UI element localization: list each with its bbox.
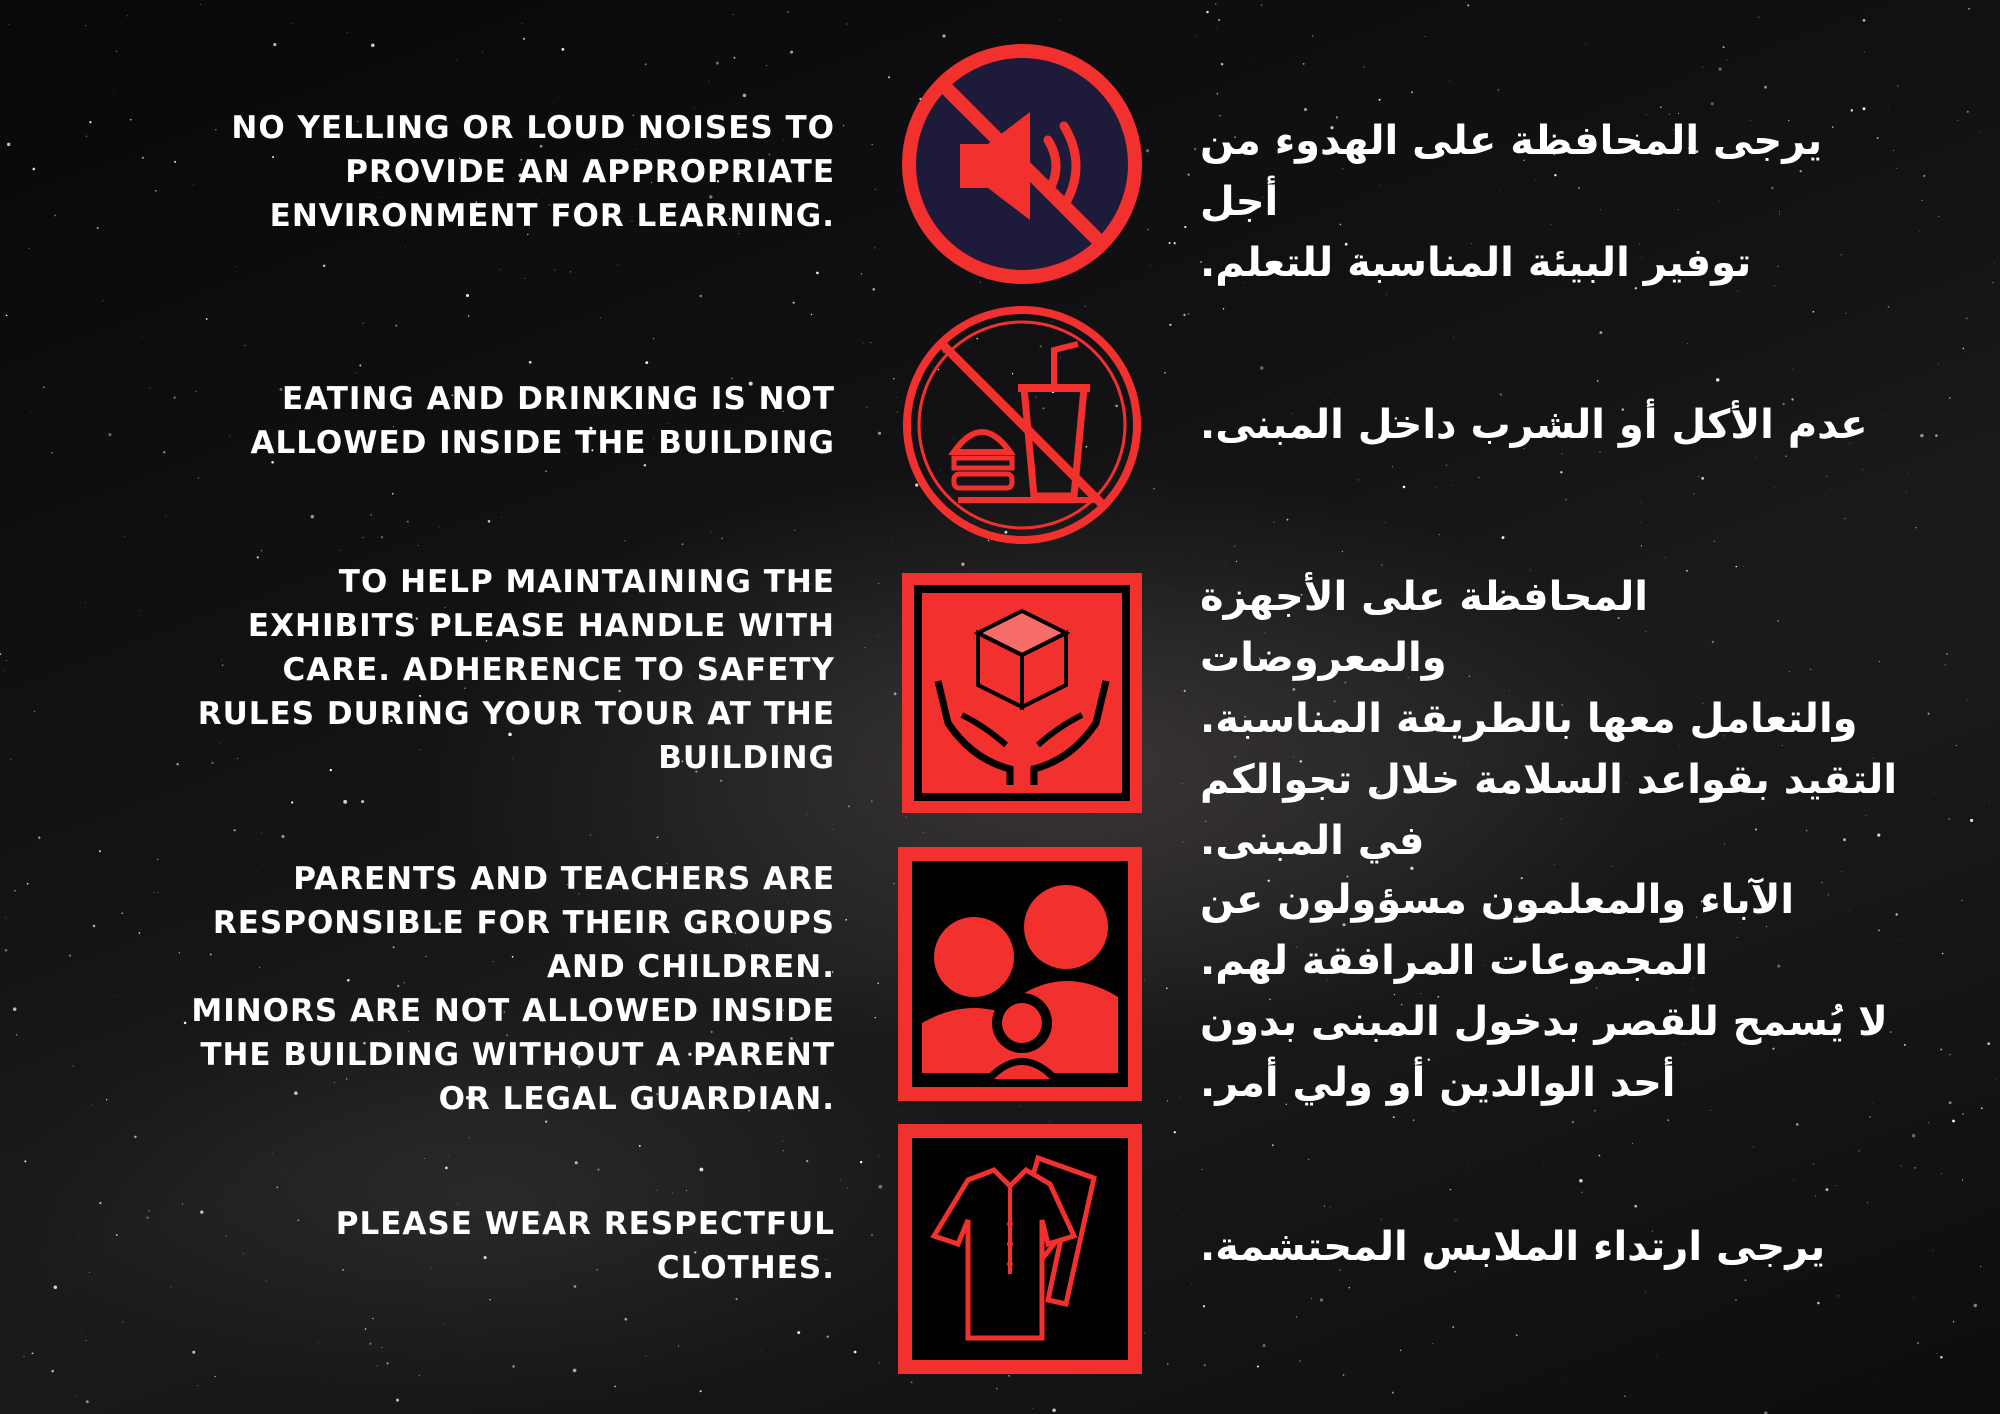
no-food-drink-icon xyxy=(898,300,1146,550)
rule-noise-english: NO YELLING OR LOUD NOISES TO PROVIDE AN APPROPRIATE ENVIRONMENT FOR LEARNING. xyxy=(231,110,835,234)
no-loud-noise-icon xyxy=(898,40,1146,288)
rule-clothes-arabic: يرجى ارتداء الملابس المحتشمة. xyxy=(1200,1224,1826,1270)
rule-groups-english: PARENTS AND TEACHERS ARE RESPONSIBLE FOR THEIR GROUPS AND CHILDREN. MINORS ARE NOT ALLOWED INSIDE THE BUILDING WITHOUT A PARENT OR LEGAL GUARDIAN. xyxy=(191,861,835,1117)
rule-food-arabic: عدم الأكل أو الشرب داخل المبنى. xyxy=(1200,402,1868,448)
rule-clothes-english: PLEASE WEAR RESPECTFUL CLOTHES. xyxy=(335,1206,835,1286)
family-group-icon xyxy=(898,847,1142,1101)
respectful-clothes-icon xyxy=(898,1124,1142,1374)
rule-food-english: EATING AND DRINKING IS NOT ALLOWED INSIDE THE BUILDING xyxy=(250,381,835,461)
rule-exhibits-arabic: المحافظة على الأجهزة والمعروضات والتعامل معها بالطريقة المناسبة. التقيد بقواعد السلامة خلال تجوالكم في المبنى. xyxy=(1200,574,1898,864)
rule-noise-arabic: يرجى المحافظة على الهدوء من أجل توفير البيئة المناسبة للتعلم. xyxy=(1200,118,1823,286)
handle-with-care-icon xyxy=(902,573,1142,813)
rule-exhibits-english: TO HELP MAINTAINING THE EXHIBITS PLEASE HANDLE WITH CARE. ADHERENCE TO SAFETY RULES DURING YOUR TOUR AT THE BUILDING xyxy=(197,564,835,776)
rule-groups-arabic: الآباء والمعلمون مسؤولون عن المجموعات المرافقة لهم. لا يُسمح للقصر بدخول المبنى بدون أحد الوالدين أو ولي أمر. xyxy=(1200,877,1888,1106)
